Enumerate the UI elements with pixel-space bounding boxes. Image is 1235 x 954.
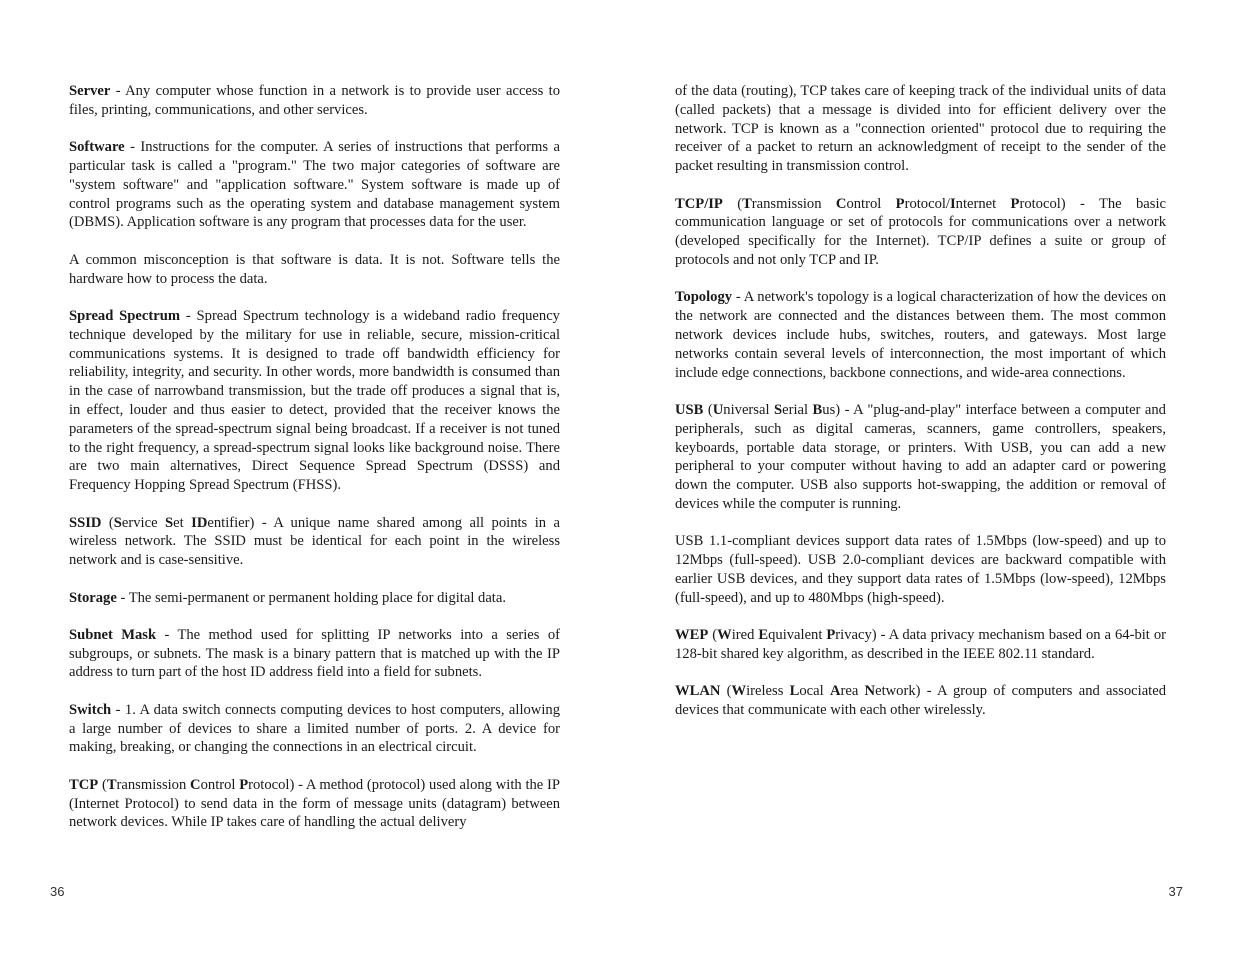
bold-term: I bbox=[949, 195, 956, 212]
entry-text: ired bbox=[731, 627, 759, 644]
bold-term: B bbox=[812, 401, 823, 418]
bold-term: C bbox=[190, 776, 201, 793]
right-glossary-column bbox=[675, 82, 1166, 738]
entry-text: etwork) - A group of computers and associated devices that communicate with each other wirelessly. bbox=[675, 683, 1166, 719]
entry-text: ervice bbox=[121, 514, 166, 531]
bold-term: USB bbox=[675, 401, 704, 418]
bold-term: Topology bbox=[675, 289, 733, 306]
entry-text: - The method used for splitting IP networks into a series of subgroups, or subnets. The mask is a binary pattern that is matched up with the IP address to turn part of the host ID address field into a field for subnets. bbox=[69, 626, 560, 681]
bold-term: P bbox=[826, 627, 836, 644]
bold-term: S bbox=[165, 514, 174, 531]
entry-text: - A network's topology is a logical characterization of how the devices on the network are connected and the distances between them. The most common network devices include hubs, switches, routers, and gateways. Most large networks contain several levels of interconnection, the most important of which include edge connections, backbone connections, and wide-area connections. bbox=[675, 289, 1166, 381]
bold-term: Subnet Mask bbox=[69, 626, 157, 643]
glossary-entry bbox=[69, 138, 560, 232]
bold-term: SSID bbox=[69, 514, 102, 531]
bold-term: TCP/IP bbox=[675, 195, 723, 212]
bold-term: S bbox=[113, 514, 122, 531]
bold-term: P bbox=[239, 776, 249, 793]
glossary-entry bbox=[675, 532, 1166, 607]
entry-text: ( bbox=[703, 401, 713, 418]
bold-term: Server bbox=[69, 83, 111, 99]
entry-text: us) - A "plug-and-play" interface between a computer and peripherals, such as digital cameras, scanners, game controllers, speakers, keyboards, portable data storage, or printers. With USB, you can add a new peripheral to your computer without having to add an adapter card or powering down the computer. USB also supports hot-swapping, the addition or removal of devices while the computer is running. bbox=[675, 401, 1166, 512]
entry-text: ( bbox=[101, 514, 114, 531]
glossary-entry bbox=[69, 514, 560, 570]
entry-text: ( bbox=[720, 683, 732, 700]
entry-text: rivacy) - A data privacy mechanism based on a 64-bit or 128-bit shared key algorithm, as described in the IEEE 802.11 standard. bbox=[675, 627, 1166, 662]
bold-term: Software bbox=[69, 139, 125, 156]
entry-text: rea bbox=[840, 683, 865, 700]
bold-term: E bbox=[758, 627, 769, 644]
glossary-entry bbox=[69, 701, 560, 757]
bold-term: W bbox=[717, 627, 732, 644]
glossary-entry bbox=[69, 251, 560, 289]
entry-text: rotocol/ bbox=[904, 195, 950, 212]
bold-term: WLAN bbox=[675, 683, 721, 700]
left-page bbox=[0, 0, 617, 954]
entry-text: USB 1.1-compliant devices support data rates of 1.5Mbps (low-speed) and up to 12Mbps (full-speed). USB 2.0-compliant devices are backward compatible with earlier USB devices, and they support data rates of 1.5Mbps (low-speed), 12Mbps (full-speed), and up to 480Mbps (high-speed). bbox=[675, 533, 1166, 606]
entry-text: ontrol bbox=[846, 195, 896, 212]
glossary-entry bbox=[675, 626, 1166, 664]
entry-text: ocal bbox=[799, 683, 830, 700]
bold-term: WEP bbox=[675, 627, 709, 644]
entry-text: ( bbox=[98, 776, 107, 793]
entry-text: - 1. A data switch connects computing devices to host computers, allowing a large number of devices to share a limited number of ports. 2. A device for making, breaking, or changing the connections in an electrical circuit. bbox=[69, 701, 560, 756]
page-number-left: 36 bbox=[50, 884, 65, 899]
glossary-entry bbox=[675, 682, 1166, 720]
entry-text: ireless bbox=[746, 683, 790, 700]
bold-term: TCP bbox=[69, 776, 99, 793]
entry-text: rotocol) - A method (protocol) used along with the IP (Internet Protocol) to send data in the form of message units (datagram) between network devices. While IP takes care of handling the actual delivery bbox=[69, 776, 561, 831]
entry-text: A common misconception is that software is data. It is not. Software tells the hardware how to process the data. bbox=[69, 251, 560, 287]
page-number-right: 37 bbox=[1168, 884, 1183, 899]
bold-term: N bbox=[864, 683, 876, 700]
entry-text: nternet bbox=[955, 195, 1011, 212]
entry-text: ( bbox=[708, 627, 718, 644]
bold-term: W bbox=[731, 683, 747, 700]
bold-term: Spread Spectrum bbox=[69, 307, 180, 324]
bold-term: Storage bbox=[69, 589, 117, 606]
entry-text: ontrol bbox=[200, 776, 240, 793]
entry-text: ransmission bbox=[116, 776, 191, 793]
entry-text: - The semi-permanent or permanent holding place for digital data. bbox=[116, 589, 506, 606]
entry-text: ransmission bbox=[751, 195, 836, 212]
entry-text: et bbox=[173, 514, 192, 531]
entry-text: - Spread Spectrum technology is a wideband radio frequency technique developed by the military for use in reliable, secure, mission-critical communications systems. It is designed to trade off bandwidth efficiency for reliability, integrity, and security. In other words, more bandwidth is consumed than in the case of narrowband transmission, but the trade off produces a signal that is, in effect, louder and thus easier to detect, provided that the receiver knows the parameters of the spread-spectrum signal being broadcast. If a receiver is not tuned to the right frequency, a spread-spectrum signal looks like background noise. There are two main alternatives, Direct Sequence Spread Spectrum (DSSS) and Frequency Hopping Spread Spectrum (FHSS). bbox=[69, 307, 560, 494]
bold-term: Switch bbox=[69, 701, 112, 718]
bold-term: A bbox=[829, 683, 841, 700]
glossary-entry bbox=[675, 195, 1166, 270]
glossary-entry bbox=[69, 589, 560, 608]
bold-term: C bbox=[835, 195, 847, 212]
entry-text: - Instructions for the computer. A series of instructions that performs a particular task is called a "program." The two major categories of software are "system software" and "application software." System software is made up of control programs such as the operating system and database management system (DBMS). Application software is any program that processes data for the user. bbox=[69, 139, 560, 231]
left-glossary-column bbox=[69, 82, 560, 851]
right-page bbox=[617, 0, 1235, 954]
entry-text: rotocol) - The basic communication language or set of protocols for communications over a network (developed specifically for the Internet). TCP/IP defines a suite or group of protocols and not only TCP and IP. bbox=[675, 195, 1166, 268]
bold-term: U bbox=[712, 401, 724, 418]
entry-text: - Any computer whose function in a network is to provide user access to files, printing, communications, and other services. bbox=[69, 83, 560, 118]
entry-text: ( bbox=[722, 195, 743, 212]
glossary-entry bbox=[69, 626, 560, 682]
entry-text: niversal bbox=[723, 401, 774, 418]
bold-term: P bbox=[1010, 195, 1020, 212]
bold-term: T bbox=[742, 195, 752, 212]
glossary-entry bbox=[675, 288, 1166, 382]
entry-text: quivalent bbox=[768, 627, 827, 644]
bold-term: P bbox=[895, 195, 905, 212]
bold-term: ID bbox=[191, 514, 208, 531]
glossary-entry bbox=[675, 82, 1166, 176]
bold-term: S bbox=[774, 401, 783, 418]
glossary-entry bbox=[69, 776, 560, 832]
glossary-entry bbox=[69, 82, 560, 120]
glossary-entry bbox=[675, 401, 1166, 514]
bold-term: T bbox=[106, 776, 117, 793]
bold-term: L bbox=[789, 683, 800, 700]
entry-text: erial bbox=[782, 401, 813, 418]
entry-text: of the data (routing), TCP takes care of keeping track of the individual units of data (called packets) that a message is divided into for efficient delivery over the network. TCP is known as a "connection oriented" protocol due to requiring the receiver of a packet to return an acknowledgment of receipt to the sender of the packet resulting in transmission control. bbox=[675, 83, 1166, 175]
glossary-entry bbox=[69, 307, 560, 495]
entry-text: entifier) - A unique name shared among all points in a wireless network. The SSID must be identical for each point in the wireless network and is case-sensitive. bbox=[69, 514, 560, 569]
